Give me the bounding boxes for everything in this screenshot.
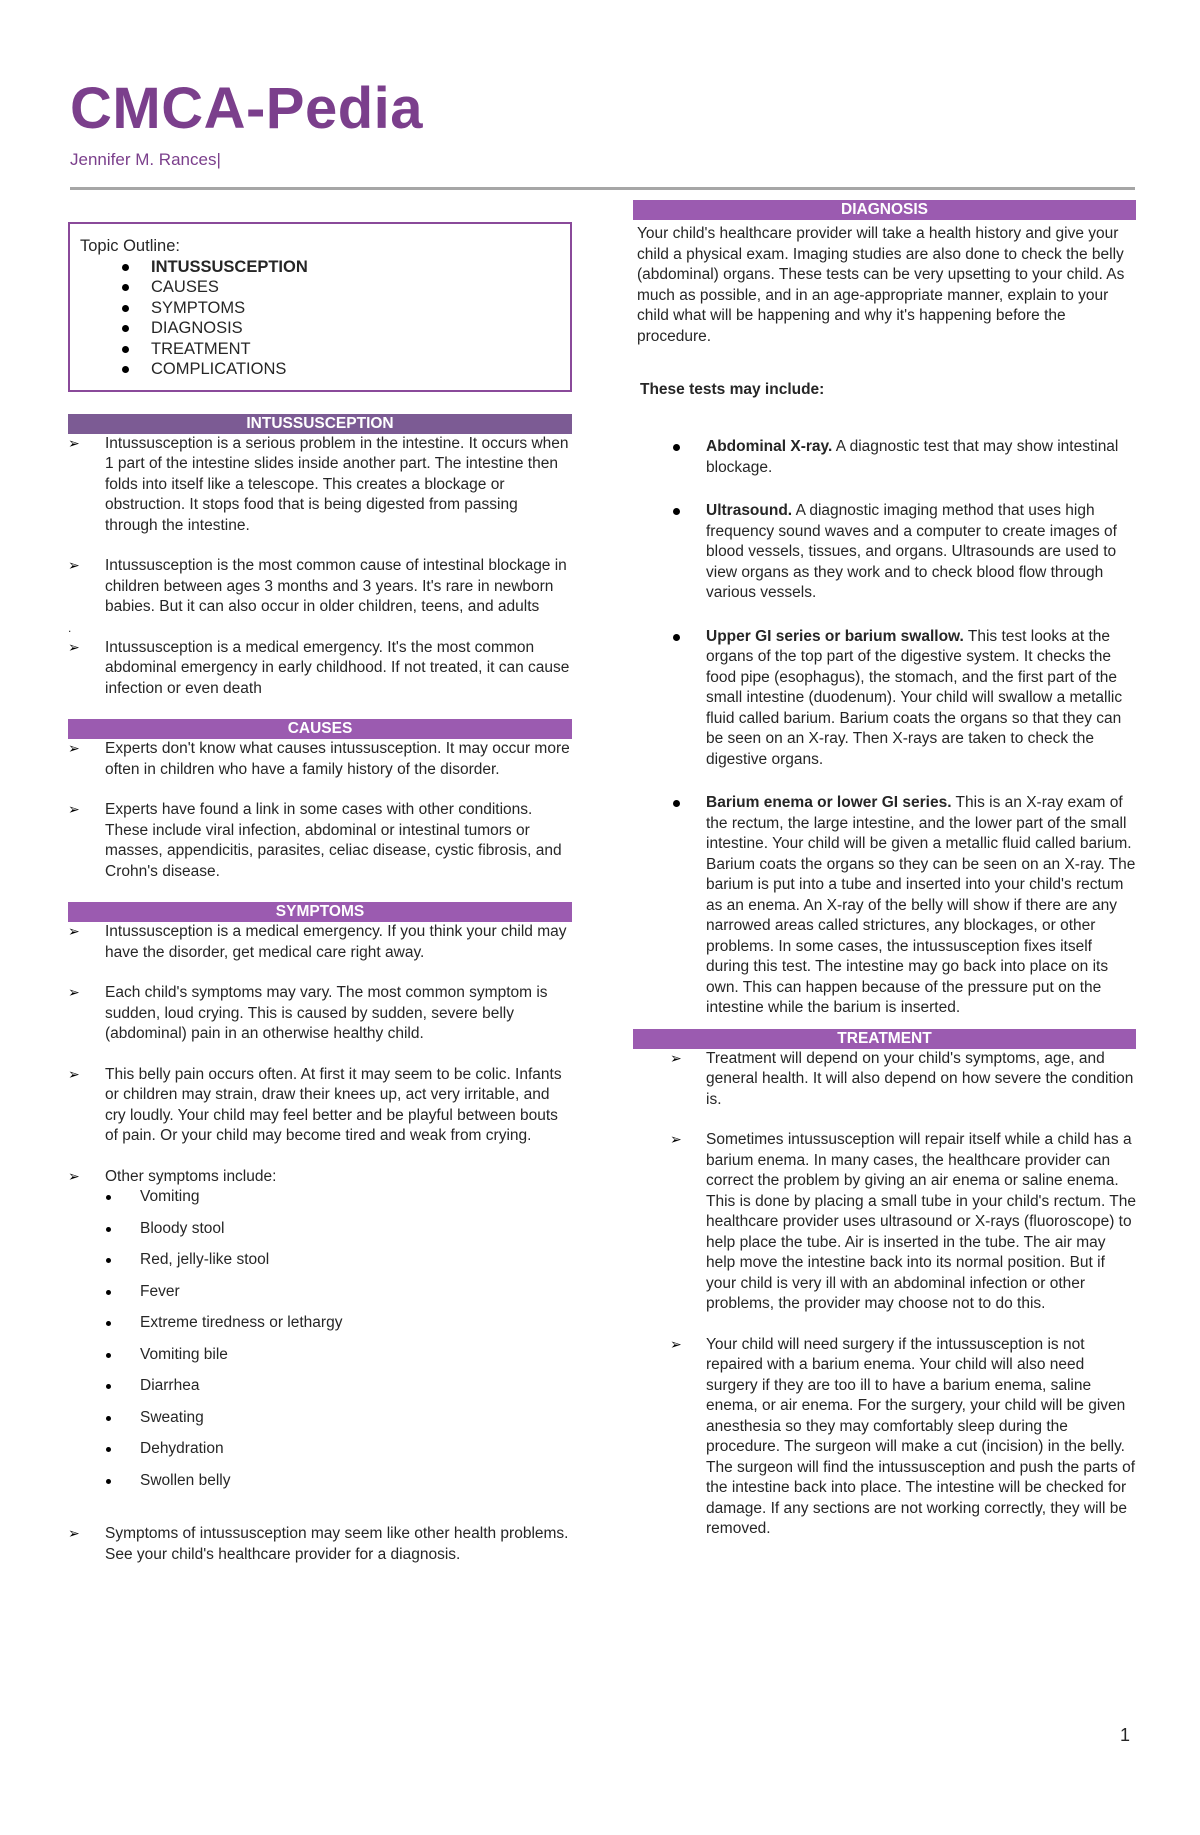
topic-outline-list [80, 257, 558, 380]
causes-item: ➢ Experts have found a link in some cases with other conditions. These include viral infection, abdominal or intestinal tumors or masses, appendicitis, parasites, celiac disease, cystic fibrosis, and Crohn's disease. [68, 800, 572, 882]
outline-item-complications: COMPLICATIONS [110, 359, 558, 380]
test-name: Upper GI series or barium swallow. [706, 627, 964, 645]
outline-item-causes: CAUSES [110, 277, 558, 298]
outline-item-symptoms: SYMPTOMS [110, 298, 558, 319]
causes-item: ➢ Experts don't know what causes intussusception. It may occur more often in children who have a family history of the disorder. [68, 739, 572, 780]
symptom-item: Extreme tiredness or lethargy [105, 1313, 572, 1345]
symptom-item: Vomiting bile [105, 1345, 572, 1377]
symptom-item: Red, jelly-like stool [105, 1250, 572, 1282]
symptom-item: Bloody stool [105, 1219, 572, 1251]
right-column [633, 200, 1136, 1540]
diagnosis-intro: Your child's healthcare provider will take a health history and give your child a physical exam. Imaging studies are also done to check the belly (abdominal) organs. These tests can be very upsetting to your child. As much as possible, and in an age-appropriate manner, explain to your child what will be happening and why it's happening before the procedure. [637, 225, 1125, 345]
test-name: Ultrasound. [706, 502, 793, 519]
diagnosis-heading: DIAGNOSIS [633, 200, 1136, 220]
treatment-list [633, 1049, 1136, 1540]
test-item-ultrasound [633, 501, 1136, 604]
other-symptoms-list [105, 1187, 572, 1502]
intussusception-list [68, 434, 572, 700]
outline-item-treatment: TREATMENT [110, 339, 558, 360]
other-symptoms-label: ➢ Other symptoms include: [105, 1167, 277, 1185]
stray-period: . [68, 620, 72, 635]
diagnostic-tests-list [633, 437, 1136, 1019]
treatment-heading: TREATMENT [633, 1029, 1136, 1049]
test-name: Abdominal X-ray. [706, 438, 833, 455]
symptom-item: Fever [105, 1282, 572, 1314]
symptoms-list [68, 922, 572, 1565]
causes-heading: CAUSES [68, 719, 572, 739]
symptoms-item: ➢ Each child's symptoms may vary. The most common symptom is sudden, loud crying. This is caused by sudden, severe belly (abdominal) pain in an otherwise healthy child. [68, 983, 572, 1045]
document-title: CMCA-Pedia [70, 76, 424, 141]
test-item-xray [633, 437, 1136, 478]
symptom-item: Diarrhea [105, 1376, 572, 1408]
tests-label: These tests may include: [640, 381, 825, 398]
topic-outline-box [68, 222, 572, 392]
topic-outline-label: Topic Outline: [80, 237, 180, 255]
test-name: Barium enema or lower GI series. [706, 794, 952, 811]
symptoms-heading: SYMPTOMS [68, 902, 572, 922]
symptom-item: Dehydration [105, 1439, 572, 1471]
symptoms-item: ➢ This belly pain occurs often. At first it may seem to be colic. Infants or children may strain, draw their knees up, act very irritable, and cry loudly. Your child may feel better and be playful between bouts of pain. Or your child may become tired and weak from crying. [68, 1065, 572, 1147]
test-description: This is an X-ray exam of the rectum, the large intestine, and the lower part of the small intestine. Your child will be given a metallic fluid called barium. Barium coats the organs so they can be seen on an X-ray. The barium is put into a tube and inserted into your child's rectum as an enema. An X-ray of the belly will show if there are any narrowed areas called strictures, any blockages, or other problems. In some cases, the intussusception fixes itself during this test. The intestine may go back into place on its own. This can happen because of the pressure put on the intestine while the barium is inserted. [706, 794, 1136, 1016]
test-description: A diagnostic imaging method that uses high frequency sound waves and a computer to create images of blood vessels, tissues, and organs. Ultrasounds are used to view organs as they work and to check blood flow through various vessels. [706, 502, 1117, 601]
author-name: Jennifer M. Rances| [70, 150, 221, 169]
outline-item-diagnosis: DIAGNOSIS [110, 318, 558, 339]
outline-item-intussusception: INTUSSUSCEPTION [110, 257, 558, 278]
left-column [68, 200, 572, 1565]
intussusception-heading: INTUSSUSCEPTION [68, 414, 572, 434]
treatment-item: ➢ Treatment will depend on your child's symptoms, age, and general health. It will also depend on how severe the condition is. [633, 1049, 1136, 1111]
symptom-item: Sweating [105, 1408, 572, 1440]
test-item-upper-gi [633, 627, 1136, 771]
test-item-barium-enema [633, 793, 1136, 1019]
causes-list [68, 739, 572, 882]
header-rule [70, 187, 1135, 190]
intussusception-item: ➢ Intussusception is a serious problem in the intestine. It occurs when 1 part of the intestine slides inside another part. The intestine then folds into itself like a telescope. This creates a blockage or obstruction. It stops food that is being digested from passing through the intestine. [68, 434, 572, 537]
symptoms-final-item: ➢ Symptoms of intussusception may seem like other health problems. See your child's healthcare provider for a diagnosis. [68, 1524, 572, 1565]
intussusception-item: ➢ Intussusception is the most common cause of intestinal blockage in children between ages 3 months and 3 years. It's rare in newborn babies. But it can also occur in older children, teens, and adults [68, 556, 572, 618]
page-number: 1 [1120, 1725, 1131, 1745]
symptom-item: Swollen belly [105, 1471, 572, 1503]
treatment-item: ➢ Sometimes intussusception will repair itself while a child has a barium enema. In many cases, the healthcare provider can correct the problem by giving an air enema or saline enema. This is done by placing a small tube in your child's rectum. The healthcare provider uses ultrasound or X-rays (fluoroscope) to help place the tube. Air is inserted in the tube. The air may help move the intestine back into its normal position. But if your child is very ill with an abdominal infection or other problems, the provider may choose not to do this. [633, 1130, 1136, 1315]
other-symptoms-item [68, 1167, 572, 1503]
treatment-item: ➢ Your child will need surgery if the intussusception is not repaired with a barium enema. Your child will also need surgery if they are too ill to have a barium enema, saline enema, or air enema. For the surgery, your child will be given anesthesia so they may comfortably sleep during the procedure. The surgeon will make a cut (incision) in the belly. The surgeon will find the intussusception and push the parts of the intestine back into place. The intestine will be checked for damage. If any sections are not working correctly, they will be removed. [633, 1335, 1136, 1540]
symptoms-item: ➢ Intussusception is a medical emergency. If you think your child may have the disorder, get medical care right away. [68, 922, 572, 963]
test-description: A diagnostic test that may show intestinal blockage. [706, 438, 1119, 476]
intussusception-item: ➢ Intussusception is a medical emergency. It's the most common abdominal emergency in early childhood. If not treated, it can cause infection or even death [68, 638, 572, 700]
symptom-item: Vomiting [105, 1187, 572, 1219]
test-description: This test looks at the organs of the top part of the digestive system. It checks the food pipe (esophagus), the stomach, and the first part of the small intestine (duodenum). Your child will swallow a metallic fluid called barium. Barium coats the organs so that they can be seen on an X-ray. Then X-rays are taken to check the digestive organs. [706, 627, 1123, 768]
